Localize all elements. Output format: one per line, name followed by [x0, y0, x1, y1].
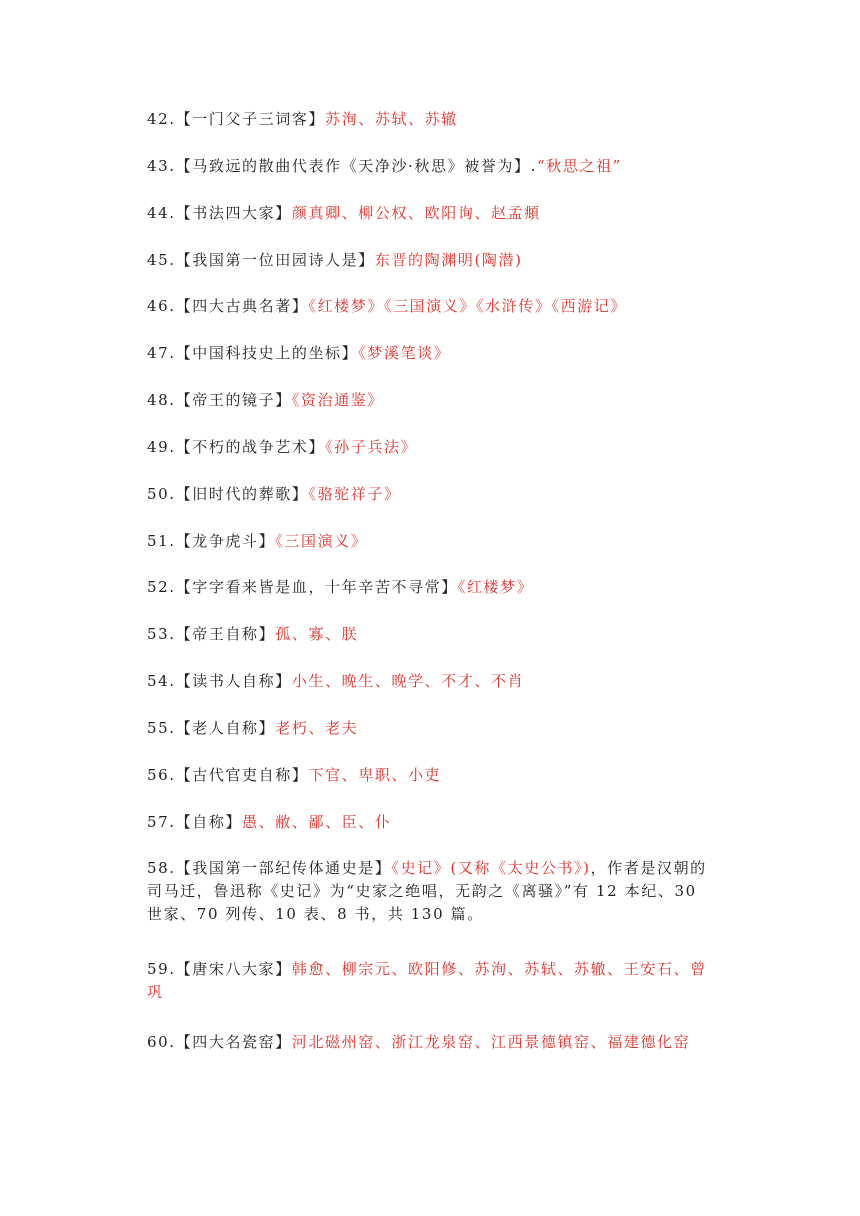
list-item: 59.【唐宋八大家】韩愈、柳宗元、欧阳修、苏洵、苏轼、苏辙、王安石、曾巩	[147, 960, 707, 1001]
list-item: 55.【老人自称】老朽、老夫	[147, 719, 359, 737]
list-item: 50.【旧时代的葬歌】《骆驼祥子》	[147, 485, 401, 503]
list-item: 54.【读书人自称】小生、晚生、晚学、不才、不肖	[147, 672, 525, 690]
list-item: 45.【我国第一位田园诗人是】东晋的陶渊明(陶潜)	[147, 251, 523, 269]
list-item: 46.【四大古典名著】《红楼梦》《三国演义》《水浒传》《西游记》	[147, 297, 628, 315]
list-item: 57.【自称】愚、敝、鄙、臣、仆	[147, 813, 392, 831]
list-item: 52.【字字看来皆是血，十年辛苦不寻常】《红楼梦》	[147, 578, 534, 596]
list-item: 53.【帝王自称】孤、寡、朕	[147, 625, 359, 643]
list-item: 48.【帝王的镜子】《资治通鉴》	[147, 391, 384, 409]
list-item: 60.【四大名瓷窑】河北磁州窑、浙江龙泉窑、江西景德镇窑、福建德化窑	[147, 1033, 691, 1051]
list-item: 49.【不朽的战争艺术】《孙子兵法》	[147, 438, 418, 456]
list-item: 51.【龙争虎斗】《三国演义》	[147, 532, 368, 550]
list-item: 56.【古代官吏自称】下官、卑职、小吏	[147, 766, 442, 784]
list-item: 47.【中国科技史上的坐标】《梦溪笔谈》	[147, 344, 451, 362]
list-item: 42.【一门父子三词客】苏洵、苏轼、苏辙	[147, 110, 458, 128]
list-item: 58.【我国第一部纪传体通史是】《史记》(又称《太史公书》)，作者是汉朝的司马迁，鲁迅称《史记》为“史家之绝唱，无韵之《离骚》”有 12 本纪、30 世家、70 列传、10 表、8 书，共 130 篇。	[147, 859, 707, 923]
list-item: 43.【马致远的散曲代表作《天净沙·秋思》被誉为】.“秋思之祖”	[147, 157, 622, 175]
list-item: 44.【书法四大家】颜真卿、柳公权、欧阳询、赵孟頫	[147, 204, 541, 222]
